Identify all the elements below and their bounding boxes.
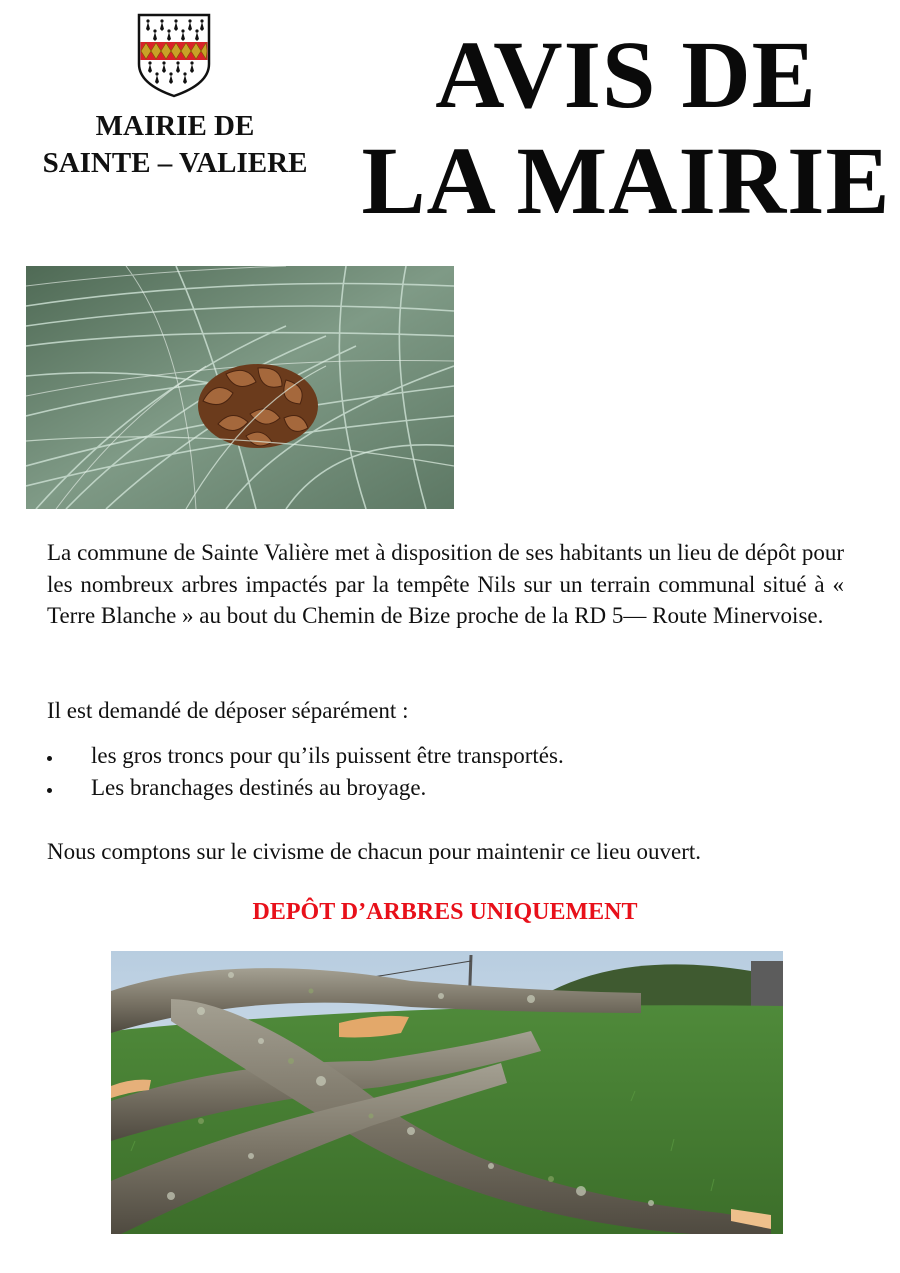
instruction-list bbox=[47, 740, 844, 803]
page-title-line-2: LA MAIRIE bbox=[361, 127, 891, 234]
pine-cone-photo bbox=[26, 266, 454, 509]
list-item bbox=[47, 740, 844, 772]
mairie-name bbox=[10, 108, 340, 182]
page-title bbox=[352, 22, 900, 234]
coat-of-arms-icon bbox=[136, 12, 212, 98]
intro-paragraph: La commune de Sainte Valière met à disposition de ses habitants un lieu de dépôt pour les nombreux arbres impactés par la tempête Nils sur un terrain communal situé à « Terre Blanche » au bout du Chemin de Bize proche de la RD 5— Route Minervoise. bbox=[47, 540, 844, 628]
instruction-paragraph: Il est demandé de déposer séparément : bbox=[47, 698, 409, 723]
fallen-trees-photo bbox=[111, 951, 783, 1234]
page-title-line-1: AVIS DE bbox=[435, 21, 817, 128]
list-item bbox=[47, 772, 844, 804]
list-item-text: les gros troncs pour qu’ils puissent être transportés. bbox=[91, 743, 564, 768]
bullet-icon bbox=[47, 788, 52, 793]
notice-banner: DEPÔT D’ARBRES UNIQUEMENT bbox=[252, 899, 638, 925]
list-item-text: Les branchages destinés au broyage. bbox=[91, 774, 427, 800]
closing-paragraph: Nous comptons sur le civisme de chacun pour maintenir ce lieu ouvert. bbox=[47, 839, 702, 864]
bullet-icon bbox=[47, 756, 52, 761]
mairie-name-line-1: MAIRIE DE bbox=[95, 110, 255, 142]
mairie-name-line-2: SAINTE – VALIERE bbox=[42, 147, 308, 179]
